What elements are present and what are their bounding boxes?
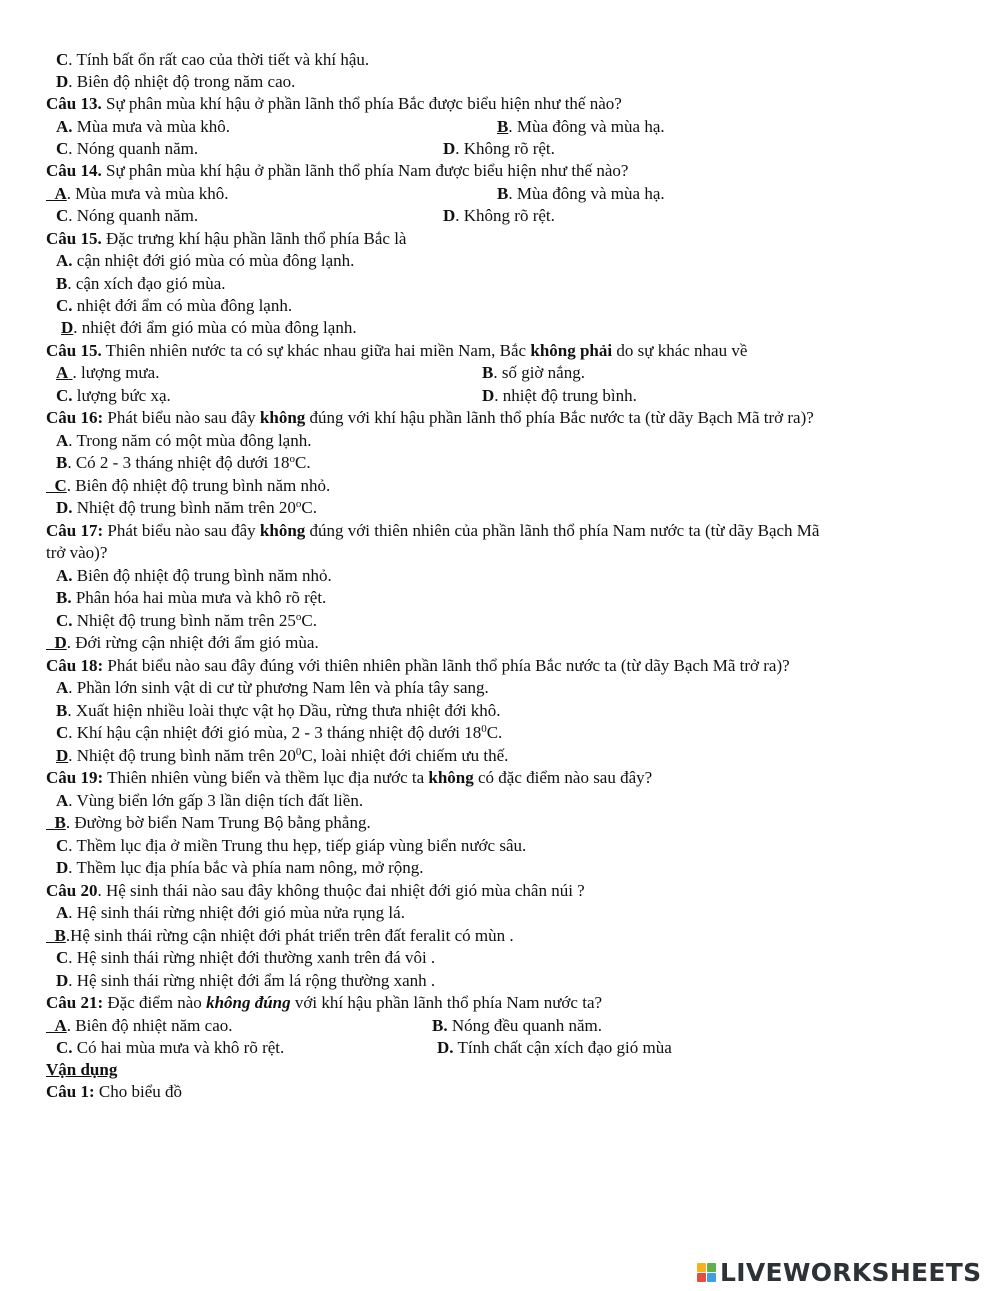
option-b-answer: B. Mùa đông và mùa hạ. xyxy=(497,117,665,136)
option-d: D. Tính chất cận xích đạo gió mùa xyxy=(437,1038,672,1057)
liveworksheets-logo-icon xyxy=(697,1263,716,1282)
option-d: D. Thềm lục địa phía bắc và phía nam nông, mở rộng. xyxy=(56,858,424,877)
option-b: B. số giờ nắng. xyxy=(482,363,585,382)
option-a-answer: A . lượng mưa. xyxy=(56,363,160,382)
option-b: B. Có 2 - 3 tháng nhiệt độ dưới 18$^o$C. xyxy=(56,453,311,472)
question-17-continuation: trở vào)? xyxy=(46,543,108,562)
option-d-answer: D. Nhiệt độ trung bình năm trên $20^0C$, loài nhiệt đới chiếm ưu thế. xyxy=(56,746,509,765)
option-b: B. Xuất hiện nhiều loài thực vật họ Dầu, rừng thưa nhiệt đới khô. xyxy=(56,701,501,720)
option-b: B. Mùa đông và mùa hạ. xyxy=(497,184,665,203)
option-line: C. Tính bất ổn rất cao của thời tiết và khí hậu. xyxy=(56,50,370,69)
option-d: D. Không rõ rệt. xyxy=(443,206,555,225)
question-16: Câu 16: Phát biểu nào sau đây không đúng với khí hậu phần lãnh thổ phía Bắc nước ta (từ dãy Bạch Mã trở ra)? xyxy=(46,408,814,427)
option-c: C. Có hai mùa mưa và khô rõ rệt. xyxy=(56,1038,285,1057)
section-heading: Vận dụng xyxy=(46,1060,118,1079)
option-d: D. Hệ sinh thái rừng nhiệt đới ẩm lá rộng thường xanh . xyxy=(56,971,436,990)
option-c: C. Hệ sinh thái rừng nhiệt đới thường xanh trên đá vôi . xyxy=(56,948,436,967)
option-line: D. Biên độ nhiệt độ trong năm cao. xyxy=(56,72,296,91)
option-c: C. Thềm lục địa ở miền Trung thu hẹp, tiếp giáp vùng biển nước sâu. xyxy=(56,836,527,855)
option-b: B. cận xích đạo gió mùa. xyxy=(56,274,226,293)
option-c: C. Khí hậu cận nhiệt đới gió mùa, 2 - 3 tháng nhiệt độ dưới $18^0C$. xyxy=(56,723,503,742)
option-a: A. Hệ sinh thái rừng nhiệt đới gió mùa nửa rụng lá. xyxy=(56,903,405,922)
question-14: Câu 14. Sự phân mùa khí hậu ở phần lãnh thổ phía Nam được biểu hiện như thế nào? xyxy=(46,161,629,180)
option-d-answer: D. Đới rừng cận nhiệt đới ẩm gió mùa. xyxy=(54,633,319,652)
option-c: C. Nóng quanh năm. xyxy=(56,206,199,225)
question-19: Câu 19: Thiên nhiên vùng biển và thềm lục địa nước ta không có đặc điểm nào sau đây? xyxy=(46,768,653,787)
question-15-second: Câu 15. Thiên nhiên nước ta có sự khác nhau giữa hai miền Nam, Bắc không phải do sự khác nhau về xyxy=(46,341,748,360)
option-a-answer: A. Biên độ nhiệt năm cao. xyxy=(54,1016,233,1035)
option-d: D. nhiệt độ trung bình. xyxy=(482,386,637,405)
option-b-answer: B.Hệ sinh thái rừng cận nhiệt đới phát triển trên đất feralit có mùn . xyxy=(54,926,514,945)
option-a: A. Trong năm có một mùa đông lạnh. xyxy=(56,431,312,450)
question-21: Câu 21: Đặc điểm nào không đúng với khí hậu phần lãnh thổ phía Nam nước ta? xyxy=(46,993,603,1012)
question-1: Câu 1: Cho biểu đồ xyxy=(46,1082,183,1101)
question-17: Câu 17: Phát biểu nào sau đây không đúng với thiên nhiên của phần lãnh thổ phía Nam nước ta (từ dãy Bạch Mã xyxy=(46,521,820,540)
logo-text: LIVEWORKSHEETS xyxy=(720,1257,982,1287)
option-a: A. Phần lớn sinh vật di cư từ phương Nam lên và phía tây sang. xyxy=(56,678,489,697)
question-15: Câu 15. Đặc trưng khí hậu phần lãnh thổ phía Bắc là xyxy=(46,229,407,248)
option-d: D. Không rõ rệt. xyxy=(443,139,555,158)
option-c: C. lượng bức xạ. xyxy=(56,386,171,405)
option-a: A. Biên độ nhiệt độ trung bình năm nhỏ. xyxy=(56,566,332,585)
option-a: A. Vùng biển lớn gấp 3 lần diện tích đất liền. xyxy=(56,791,364,810)
option-c: C. Nhiệt độ trung bình năm trên 25$^o$C. xyxy=(56,611,317,630)
option-b: B. Phân hóa hai mùa mưa và khô rõ rệt. xyxy=(56,588,327,607)
question-18: Câu 18: Phát biểu nào sau đây đúng với thiên nhiên phần lãnh thổ phía Bắc nước ta (từ dãy Bạch Mã trở ra)? xyxy=(46,656,790,675)
option-c-answer: C. Biên độ nhiệt độ trung bình năm nhỏ. xyxy=(54,476,331,495)
option-c: C. Nóng quanh năm. xyxy=(56,139,199,158)
option-a-answer: A. Mùa mưa và mùa khô. xyxy=(54,184,229,203)
option-a: A. cận nhiệt đới gió mùa có mùa đông lạnh. xyxy=(56,251,355,270)
liveworksheets-logo xyxy=(697,1258,981,1286)
option-c: C. nhiệt đới ẩm có mùa đông lạnh. xyxy=(56,296,293,315)
option-b-answer: B. Đường bờ biển Nam Trung Bộ bằng phẳng. xyxy=(54,813,371,832)
option-d: D. Nhiệt độ trung bình năm trên 20$^o$C. xyxy=(56,498,317,517)
question-13: Câu 13. Sự phân mùa khí hậu ở phần lãnh thổ phía Bắc được biểu hiện như thế nào? xyxy=(46,94,622,113)
option-d-answer: D. nhiệt đới ẩm gió mùa có mùa đông lạnh. xyxy=(61,318,357,337)
option-b: B. Nóng đều quanh năm. xyxy=(432,1016,602,1035)
question-20: Câu 20. Hệ sinh thái nào sau đây không thuộc đai nhiệt đới gió mùa chân núi ? xyxy=(46,881,585,900)
option-a: A. Mùa mưa và mùa khô. xyxy=(56,117,230,136)
